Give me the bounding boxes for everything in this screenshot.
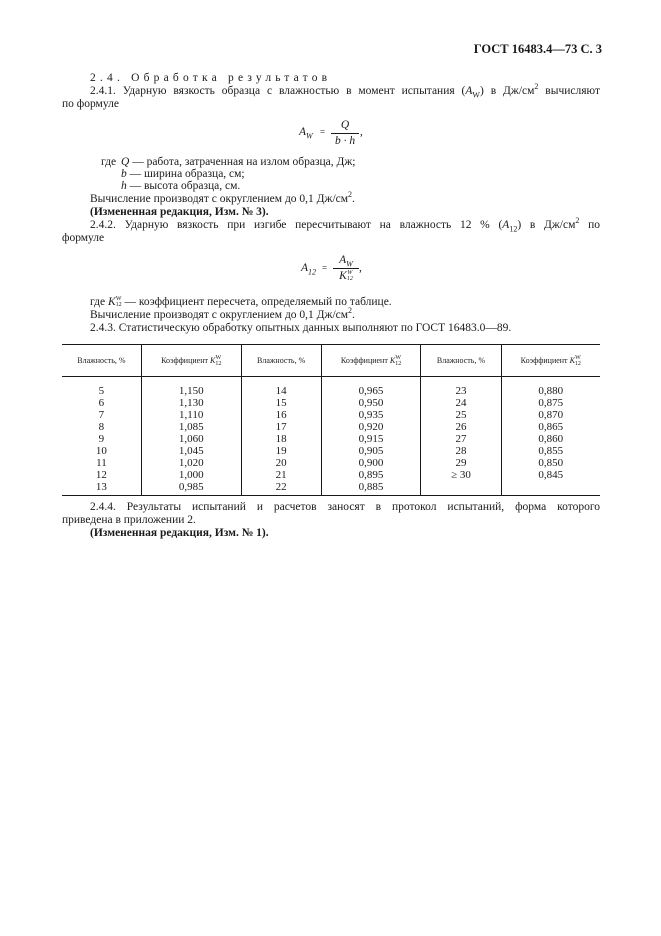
table-cell-moisture-1: 12 [95, 469, 107, 481]
table-cell-moisture-3: 28 [421, 445, 501, 457]
table-cell-moisture-3 [421, 481, 501, 496]
table-cell-coef-3: 0,870 [501, 409, 600, 421]
rounding2-text: Вычисление производят с округлением до 0,1 Дж/см [90, 309, 349, 321]
coef2-k: K [389, 355, 396, 365]
formula2-denominator [333, 270, 359, 283]
section-title: 2.4. Обработка результатов [90, 72, 332, 84]
coef1-scripts [215, 355, 221, 367]
where2-line [90, 296, 600, 309]
table-cell-coef-2: 0,935 [321, 409, 421, 421]
formula2-den-scripts [347, 270, 353, 282]
table-header-moisture-3: Влажность, % [421, 345, 501, 377]
table-header-row [62, 345, 600, 377]
formula1-lhs-sub: W [306, 131, 313, 141]
table-cell-coef-3: 0,850 [501, 457, 600, 469]
table-header-moisture-2: Влажность, % [241, 345, 321, 377]
table-cell-moisture-3: ≥ 30 [421, 469, 501, 481]
table-cell-moisture-1: 9 [98, 433, 105, 445]
where1-h-text: — высота образца, см. [126, 180, 241, 192]
paragraph-2-4-1-line2: по формуле [62, 98, 119, 110]
table-cell-coef-3: 0,860 [501, 433, 600, 445]
table-header-coefficient-1 [141, 345, 241, 377]
coef2-sub: 12 [395, 361, 402, 368]
table-cell-moisture-1: 11 [96, 457, 107, 469]
coef2-label: Коэффициент [340, 355, 388, 365]
table-cell-moisture-1: 6 [98, 397, 105, 409]
edit-note-3: (Измененная редакция, Изм. № 3). [90, 206, 269, 218]
formula1-fraction [331, 119, 359, 148]
table-row [62, 481, 600, 496]
table-cell-coef-2: 0,965 [321, 377, 421, 398]
coef3-sup: W [575, 355, 581, 362]
table-cell-moisture-1: 8 [98, 421, 105, 433]
rounding-note-2 [90, 306, 600, 322]
coef1-label: Коэффициент [161, 355, 208, 365]
table-cell-coef-3: 0,875 [501, 397, 600, 409]
p241-text-a: 2.4.1. Ударную вязкость образца с влажностью в момент испытания ( [90, 85, 466, 97]
p242-text-a: 2.4.2. Ударную вязкость при изгибе пересчитывают на влажность 12 % ( [90, 219, 503, 231]
formula2-equals: = [322, 263, 328, 273]
table-row [62, 421, 600, 433]
table-header-coefficient-2 [321, 345, 421, 377]
table-cell-moisture-3: 29 [421, 457, 501, 469]
p242-sup: 2 [575, 216, 580, 226]
coef1-k: K [209, 355, 216, 365]
table-cell-coef-2: 0,900 [321, 457, 421, 469]
where1-b-symbol: b [121, 168, 127, 180]
paragraph-2-4-4-line2: приведена в приложении 2. [62, 514, 196, 526]
table-cell-moisture-1: 13 [62, 481, 141, 496]
rounding1-sup: 2 [348, 190, 353, 200]
table-body [62, 377, 600, 496]
table-cell-moisture-1: 5 [98, 385, 105, 397]
coef2-scripts [395, 355, 401, 367]
formula2-fraction [333, 254, 359, 283]
where2-symbol: K [107, 296, 116, 308]
table-cell-coef-3 [501, 481, 600, 496]
table-cell-moisture-3: 25 [421, 409, 501, 421]
paragraph-2-4-2-line1 [62, 216, 600, 234]
conversion-coefficient-table [62, 344, 600, 496]
where2-prefix: где [90, 296, 108, 308]
coef1-sup: W [215, 355, 222, 362]
table-header-coefficient-3 [501, 345, 600, 377]
formula2-numerator [333, 254, 359, 267]
table-row [62, 433, 600, 445]
table-cell-moisture-2: 15 [241, 397, 321, 409]
edit-note-1: (Измененная редакция, Изм. № 1). [90, 527, 269, 539]
p241-text-c: вычисляют [538, 85, 600, 97]
coef3-k: K [569, 355, 575, 365]
formula2-den-sub: 12 [346, 276, 353, 283]
rounding2-end: . [352, 309, 355, 321]
table-cell-coef-3: 0,855 [501, 445, 600, 457]
where1-q-symbol: Q [121, 156, 130, 168]
table-cell-coef-1: 1,110 [141, 409, 241, 421]
p242-symbol-sub: 12 [509, 224, 518, 234]
formula1-lhs-symbol: A [299, 126, 307, 138]
formula1-lhs [299, 126, 313, 139]
coef3-scripts [575, 355, 581, 367]
paragraph-2-4-4-line1: 2.4.4. Результаты испытаний и расчетов заносят в протокол испытаний, форма которого [90, 501, 600, 513]
table-cell-coef-2: 0,895 [321, 469, 421, 481]
where1-prefix: где [101, 156, 117, 168]
table-cell-moisture-3: 27 [421, 433, 501, 445]
p242-symbol: A [502, 219, 510, 231]
formula1-comma: , [360, 126, 363, 138]
p242-text-c: по [579, 219, 600, 231]
table-cell-coef-1: 1,085 [141, 421, 241, 433]
p241-sup: 2 [534, 82, 539, 92]
p242-text-b: ) в Дж/см [517, 219, 576, 231]
coef3-label: Коэффициент [520, 355, 568, 365]
table-cell-moisture-2: 14 [241, 377, 321, 398]
p241-text-b: ) в Дж/см [479, 85, 535, 97]
formula1-equals: = [320, 127, 326, 137]
formula1-numerator: Q [340, 119, 350, 131]
formula2-comma: , [359, 262, 362, 274]
rounding1-end: . [352, 193, 355, 205]
table-cell-coef-1: 1,060 [141, 433, 241, 445]
formula2-num-symbol: A [339, 254, 347, 266]
table-cell-coef-2: 0,950 [321, 397, 421, 409]
table-row [62, 397, 600, 409]
where1-b-text: — ширина образца, см; [126, 168, 245, 180]
p241-symbol-sub: W [472, 90, 480, 100]
table-row [62, 409, 600, 421]
table-row [62, 445, 600, 457]
table-row [62, 469, 600, 481]
table-cell-moisture-1: 7 [98, 409, 105, 421]
table-cell-coef-1: 1,150 [141, 377, 241, 398]
formula1-fraction-bar [331, 133, 359, 134]
where1-h-symbol: h [121, 180, 127, 192]
table-cell-coef-3: 0,845 [501, 469, 600, 481]
p241-symbol: A [465, 85, 473, 97]
table-cell-moisture-2: 21 [241, 469, 321, 481]
where2-sup: W [115, 296, 122, 303]
table-cell-moisture-2: 19 [241, 445, 321, 457]
table-row [62, 377, 600, 398]
coef3-sub: 12 [574, 361, 581, 368]
where2-sub: 12 [115, 302, 122, 309]
where1-q-text: — работа, затраченная на излом образца, Дж; [129, 156, 356, 168]
page-header: ГОСТ 16483.4—73 С. 3 [473, 42, 602, 56]
table-cell-coef-1: 1,045 [141, 445, 241, 457]
coef1-sub: 12 [215, 361, 222, 368]
table-cell-moisture-3: 26 [421, 421, 501, 433]
rounding-note-1 [90, 190, 600, 206]
where2-text: — коэффициент пересчета, определяемый по таблице. [121, 296, 392, 308]
table-cell-moisture-2: 20 [241, 457, 321, 469]
table-cell-moisture-1: 10 [95, 445, 107, 457]
table-cell-coef-2: 0,905 [321, 445, 421, 457]
paragraph-2-4-1-line1 [62, 82, 600, 100]
table-cell-moisture-2: 22 [241, 481, 321, 496]
table-cell-coef-1: 1,020 [141, 457, 241, 469]
formula2-num-sub: W [346, 259, 353, 269]
where1-item-h [121, 180, 240, 193]
formula2-lhs [301, 262, 316, 275]
table-cell-coef-2: 0,885 [321, 481, 421, 496]
table-cell-coef-1: 1,130 [141, 397, 241, 409]
table-cell-moisture-3: 24 [421, 397, 501, 409]
formula2-lhs-symbol: A [301, 262, 309, 274]
table-cell-coef-1: 0,985 [141, 481, 241, 496]
table-cell-moisture-2: 18 [241, 433, 321, 445]
table-cell-moisture-3: 23 [421, 377, 501, 398]
formula1-denominator: b · h [334, 135, 356, 147]
table-header-moisture-1: Влажность, % [62, 345, 141, 377]
table-cell-moisture-2: 16 [241, 409, 321, 421]
table-cell-coef-2: 0,915 [321, 433, 421, 445]
table-row [62, 457, 600, 469]
coef2-sup: W [395, 355, 402, 362]
paragraph-2-4-2-line2: формуле [62, 232, 105, 244]
formula2-lhs-sub: 12 [308, 267, 317, 277]
table-cell-coef-3: 0,865 [501, 421, 600, 433]
paragraph-2-4-3: 2.4.3. Статистическую обработку опытных данных выполняют по ГОСТ 16483.0—89. [90, 322, 512, 334]
table-cell-coef-2: 0,920 [321, 421, 421, 433]
table-cell-moisture-2: 17 [241, 421, 321, 433]
table-cell-coef-1: 1,000 [141, 469, 241, 481]
rounding2-sup: 2 [348, 306, 353, 316]
formula2-den-sup: W [347, 270, 353, 277]
rounding1-text: Вычисление производят с округлением до 0,1 Дж/см [90, 193, 349, 205]
table-cell-coef-3: 0,880 [501, 377, 600, 398]
formula2-den-symbol: K [339, 270, 347, 282]
